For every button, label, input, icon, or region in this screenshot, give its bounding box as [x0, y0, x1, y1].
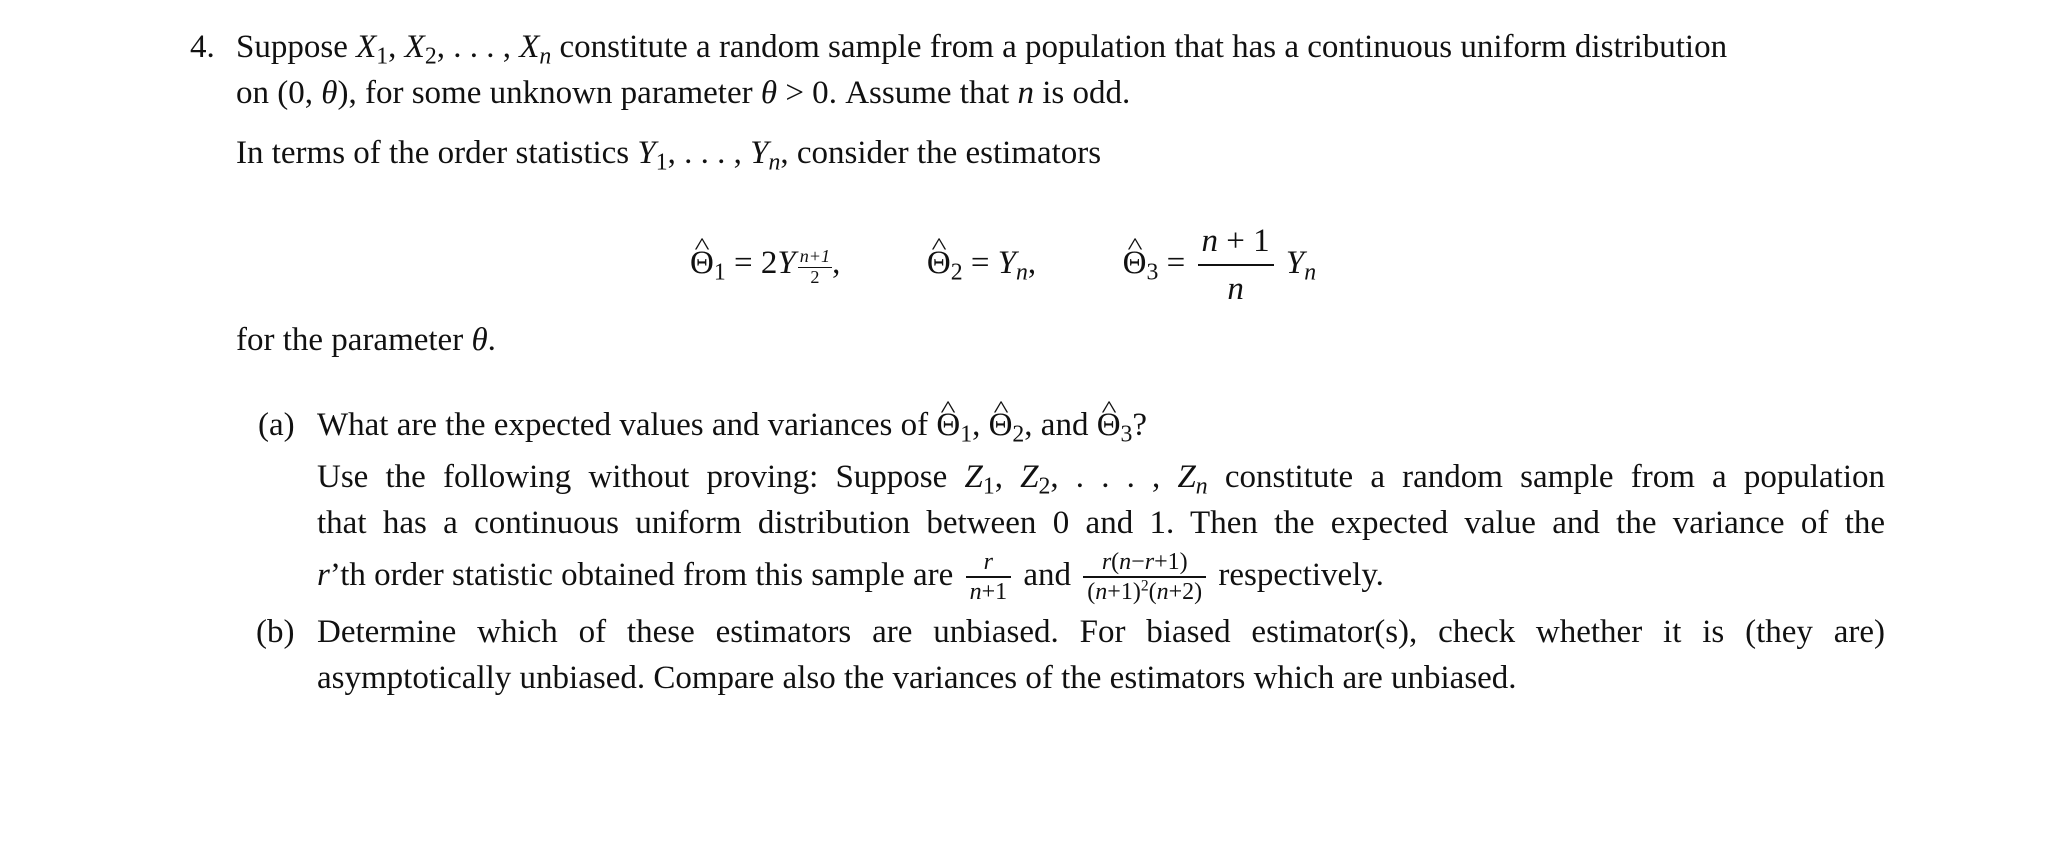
interval-math: (0, θ)	[277, 75, 349, 111]
estimator-1: ^ $\Theta_1 = 2Y$ $\frac{n+1}{2}$ ,	[690, 245, 849, 281]
n-variable: n	[1017, 75, 1035, 111]
intro-line-1	[236, 25, 1886, 69]
theta-condition: θ > 0	[760, 75, 829, 111]
theta-hat-3: ^ $\Theta_3$?	[1097, 407, 1147, 443]
theta-hat-1: ^ $\Theta_1$, ^ $\Theta_2$,	[936, 407, 1032, 443]
intro-text-suppose: Suppose	[236, 29, 348, 65]
parameter-line: for the parameter θ.	[236, 322, 496, 358]
part-a-hint-line-2: that has a continuous uniform distribution between 0 and 1. Then the expected value and the variance of the	[317, 505, 1886, 541]
estimator-2: ^ $\Theta_2 = Y_n$,	[927, 245, 1045, 281]
estimator-3: ^ $\Theta_3$ = $\frac{n + 1}{n}$ $Y_n$	[1123, 245, 1316, 281]
part-a-hint-line-3: r’th order statistic obtained from this sample are $\frac{r}{n+1}$ and $\frac{r(n-r+1)}{(n+1)^2(n+2)}$ respectively.	[317, 549, 1384, 606]
sample-vars: $X_1$, $X_2$, . . . , $X_n$	[356, 29, 552, 70]
part-a-question: What are the expected values and variances of ^ $\Theta_1$, ^ $\Theta_2$, and ^ $\Theta_3$?	[317, 403, 1147, 447]
variance-fraction: $\frac{r(n-r+1)}{(n+1)^2(n+2)}$	[1083, 548, 1206, 606]
order-stat-vars: $Y_1$, . . . , $Y_n$	[637, 135, 781, 176]
estimators-equation	[690, 218, 1316, 312]
problem-number: 4.	[190, 29, 215, 65]
part-a-label: (a)	[258, 407, 295, 443]
intro-line-2: on (0, θ), for some unknown parameter θ > 0. Assume that n is odd.	[236, 75, 1131, 111]
part-a-hint-line-1: Use the following without proving: Suppose $Z_1$, $Z_2$, . . . , $Z_n$ constitute a random sample from a population	[317, 459, 1886, 500]
z-sample-vars: $Z_1$, $Z_2$, . . . , $Z_n$	[964, 459, 1208, 500]
part-b-line-2: asymptotically unbiased. Compare also the variances of the estimators which are unbiased.	[317, 660, 1517, 696]
part-b-label: (b)	[256, 614, 295, 650]
part-b-line-1: Determine which of these estimators are unbiased. For biased estimator(s), check whether it is (they are)	[317, 614, 1885, 650]
intro-text-constitute: constitute a random sample from a population that has a continuous uniform distribution	[559, 29, 1728, 65]
expected-value-fraction: $\frac{r}{n+1}$	[966, 548, 1012, 606]
order-statistics-line: In terms of the order statistics $Y_1$, . . . , $Y_n$, consider the estimators	[236, 135, 1102, 176]
